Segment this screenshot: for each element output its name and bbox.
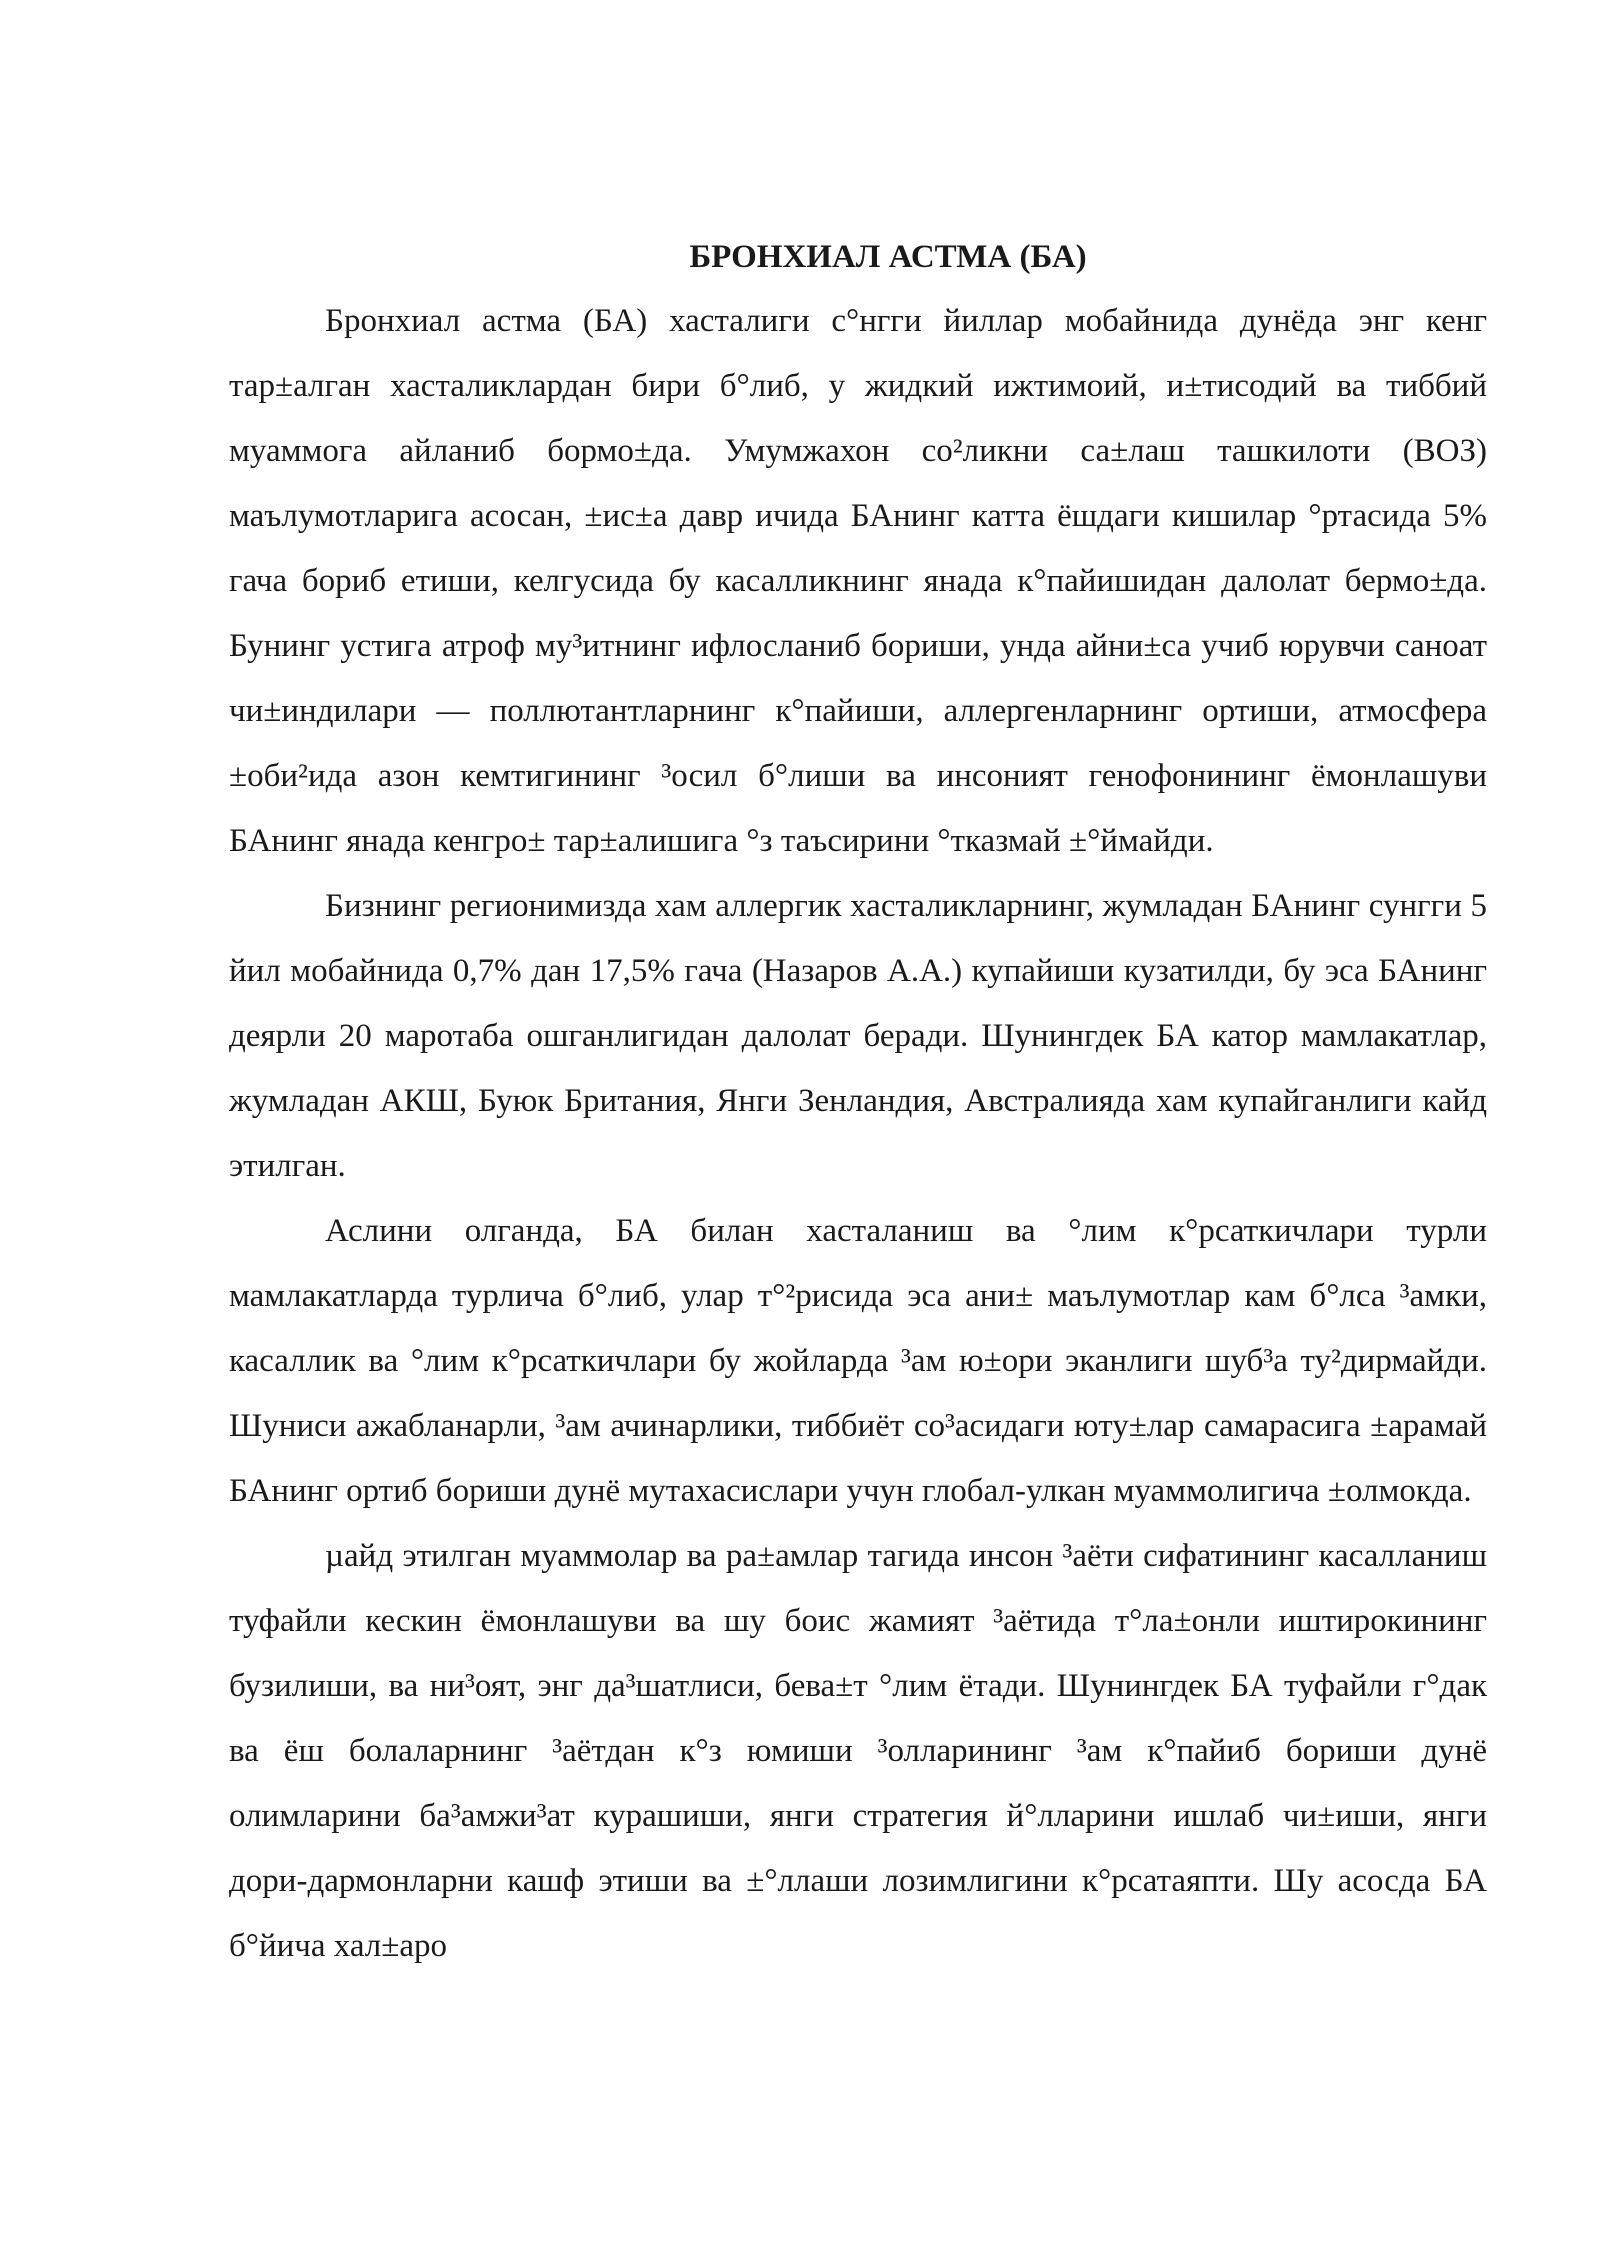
paragraph-2: Бизнинг регионимизда хам аллергик хасталикларнинг, жумладан БАнинг сунгги 5 йил мобайнида 0,7% дан 17,5% гача (Назаров А.А.) купайиши кузатилди, бу эса БАнинг деярли 20 маротаба ошганлигидан далолат беради. Шунингдек БА катор мамлакатлар, жумладан АКШ, Буюк Британия, Янги Зенландия, Австралияда хам купайганлиги кайд этилган. [229, 888, 1487, 1184]
document-title: БРОНХИАЛ АСТМА (БА) [689, 239, 1087, 275]
paragraph-4: µайд этилган муаммолар ва ра±амлар тагида инсон ³аёти сифатининг касалланиш туфайли кескин ёмонлашуви ва шу боис жамият ³аётида т°ла±онли иштирокининг бузилиши, ва ни³оят, энг да³шатлиси, бева±т °лим ётади. Шунингдек БА туфайли г°дак ва ёш болаларнинг ³аётдан к°з юмиши ³олларининг ³ам к°пайиб бориши дунё олимларини ба³амжи³ат курашиши, янги стратегия й°лларини ишлаб чи±иши, янги дори-дармонларни кашф этиши ва ±°ллаши лозимлигини к°рсатаяпти. Шу асосда БА б°йича хал±аро [229, 1538, 1487, 1964]
paragraph-3: Аслини олганда, БА билан хасталаниш ва °лим к°рсаткичлари турли мамлакатларда турлича б°либ, улар т°²рисида эса ани± маълумотлар кам б°лса ³амки, касаллик ва °лим к°рсаткичлари бу жойларда ³ам ю±ори эканлиги шуб³а ту²дирмайди. Шуниси ажабланарли, ³ам ачинарлики, тиббиёт со³асидаги юту±лар самарасига ±арамай БАнинг ортиб бориши дунё мутахасислари учун глобал-улкан муаммолигича ±олмокда. [229, 1213, 1487, 1509]
document-body [229, 225, 1487, 1979]
paragraph-1: Бронхиал астма (БА) хасталиги с°нгги йиллар мобайнида дунёда энг кенг тар±алган хасталиклардан бири б°либ, у жидкий ижтимоий, и±тисодий ва тиббий муаммога айланиб бормо±да. Умумжахон со²ликни са±лаш ташкилоти (ВОЗ) маълумотларига асосан, ±ис±а давр ичида БАнинг катта ёшдаги кишилар °ртасида 5% гача бориб етиши, келгусида бу касалликнинг янада к°пайишидан далолат бермо±да. Бунинг устига атроф му³итнинг ифлосланиб бориши, унда айни±са учиб юрувчи саноат чи±индилари — поллютантларнинг к°пайиши, аллергенларнинг ортиши, атмосфера ±оби²ида азон кемтигининг ³осил б°лиши ва инсоният генофонининг ёмонлашуви БАнинг янада кенгро± тар±алишига °з таъсирини °тказмай ±°ймайди. [229, 303, 1487, 859]
